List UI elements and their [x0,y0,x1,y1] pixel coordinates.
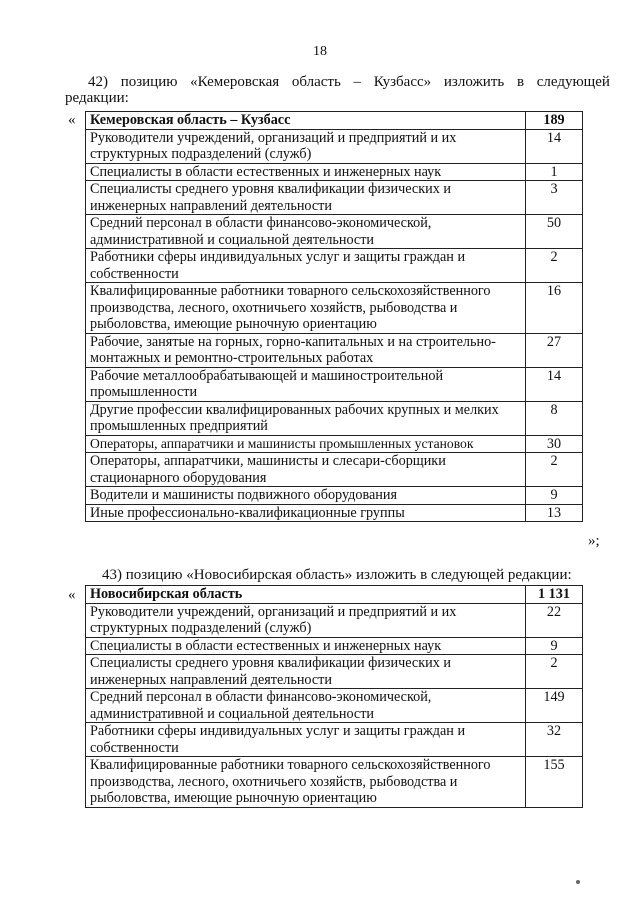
occupation-name: Специалисты среднего уровня квалификации физических и инженерных направлений деятельности [86,655,526,689]
table-row [86,487,583,505]
occupation-value: 2 [526,655,583,689]
intro-word: область [291,74,341,90]
occupation-name: Работники сферы индивидуальных услуг и защиты граждан и собственности [86,249,526,283]
table-row [86,401,583,435]
open-quote: « [68,587,76,603]
region-total: 1 131 [526,586,583,604]
occupation-value: 155 [526,757,583,808]
occupation-name: Иные профессионально-квалификационные группы [86,504,526,522]
occupation-name: Квалифицированные работники товарного сельскохозяйственного производства, лесного, охотничьего хозяйств, рыбоводства и рыболовства, имеющие рыночную ориентацию [86,283,526,334]
novosibirsk-table [85,585,583,808]
table-row [86,163,583,181]
occupation-value: 14 [526,367,583,401]
occupation-value: 32 [526,723,583,757]
region-total: 189 [526,112,583,130]
occupation-value: 2 [526,453,583,487]
kemerovo-table [85,111,583,522]
section-42-intro-line1 [88,74,610,90]
table-row [86,283,583,334]
occupation-name: Специалисты среднего уровня квалификации физических и инженерных направлений деятельности [86,181,526,215]
occupation-name: Средний персонал в области финансово-экономической, административной и социальной деятельности [86,689,526,723]
intro-word: «Кемеровская [190,74,280,90]
table-row [86,637,583,655]
intro-word: – [353,74,362,90]
occupation-name: Специалисты в области естественных и инженерных наук [86,637,526,655]
table-row [86,757,583,808]
table-header-row [86,112,583,130]
section-42-intro [65,74,610,106]
occupation-value: 8 [526,401,583,435]
region-name: Новосибирская область [86,586,526,604]
table-row [86,367,583,401]
occupation-name: Рабочие, занятые на горных, горно-капитальных и на строительно-монтажных и ремонтно-строительных работах [86,333,526,367]
occupation-name: Другие профессии квалифицированных рабочих крупных и мелких промышленных предприятий [86,401,526,435]
occupation-name: Квалифицированные работники товарного сельскохозяйственного производства, лесного, охотничьего хозяйств, рыбоводства и рыболовства, имеющие рыночную ориентацию [86,757,526,808]
occupation-name: Операторы, аппаратчики и машинисты промышленных установок [86,435,526,453]
intro-word: позицию [120,74,178,90]
occupation-name: Рабочие металлообрабатывающей и машиностроительной промышленности [86,367,526,401]
occupation-value: 149 [526,689,583,723]
occupation-name: Специалисты в области естественных и инженерных наук [86,163,526,181]
region-name: Кемеровская область – Кузбасс [86,112,526,130]
occupation-value: 16 [526,283,583,334]
occupation-value: 14 [526,129,583,163]
intro-word: 42) [88,74,108,90]
intro-word: изложить [443,74,505,90]
table-row [86,129,583,163]
table-row [86,655,583,689]
occupation-name: Средний персонал в области финансово-экономической, административной и социальной деятельности [86,215,526,249]
scan-dot [576,880,580,884]
table-row [86,723,583,757]
table-row [86,504,583,522]
table-row [86,249,583,283]
table-row [86,333,583,367]
occupation-name: Руководители учреждений, организаций и предприятий и их структурных подразделений (служб) [86,129,526,163]
open-quote: « [68,112,76,128]
occupation-value: 9 [526,487,583,505]
table-row [86,215,583,249]
occupation-value: 2 [526,249,583,283]
occupation-value: 22 [526,603,583,637]
table-row [86,689,583,723]
intro-word: следующей [536,74,610,90]
section-43-intro: 43) позицию «Новосибирская область» изложить в следующей редакции: [102,567,572,583]
occupation-value: 30 [526,435,583,453]
close-quote: »; [588,533,600,549]
occupation-value: 3 [526,181,583,215]
section-42-intro-line2: редакции: [65,90,129,106]
occupation-name: Руководители учреждений, организаций и предприятий и их структурных подразделений (служб) [86,603,526,637]
table-row [86,181,583,215]
occupation-name: Водители и машинисты подвижного оборудования [86,487,526,505]
table-row [86,435,583,453]
occupation-name: Операторы, аппаратчики, машинисты и слесари-сборщики стационарного оборудования [86,453,526,487]
intro-word: Кузбасс» [373,74,432,90]
occupation-value: 9 [526,637,583,655]
table-header-row [86,586,583,604]
intro-word: в [516,74,525,90]
occupation-name: Работники сферы индивидуальных услуг и защиты граждан и собственности [86,723,526,757]
occupation-value: 50 [526,215,583,249]
occupation-value: 13 [526,504,583,522]
occupation-value: 27 [526,333,583,367]
table-row [86,453,583,487]
page-number: 18 [313,44,327,59]
occupation-value: 1 [526,163,583,181]
table-row [86,603,583,637]
